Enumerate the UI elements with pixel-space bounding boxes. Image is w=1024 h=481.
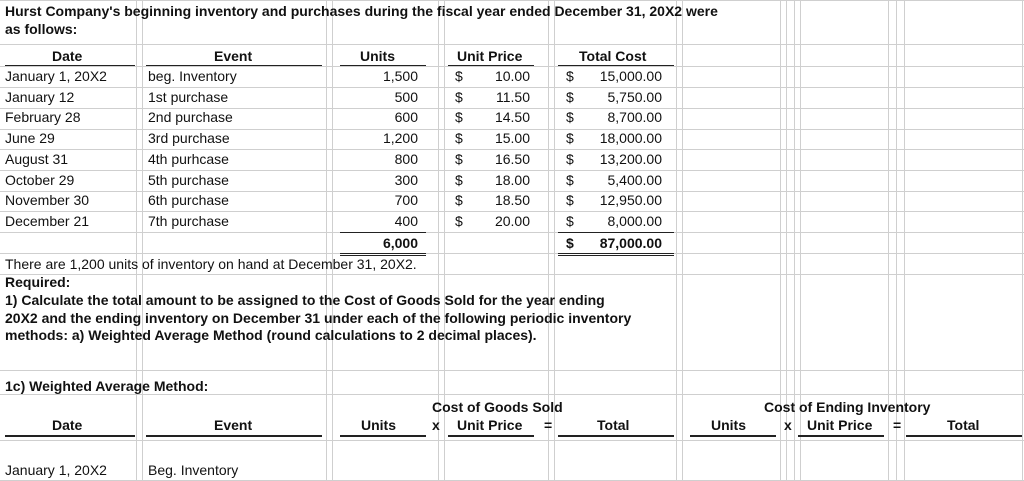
section-title: 1c) Weighted Average Method:	[5, 378, 209, 394]
grid-row-line	[0, 170, 1024, 171]
row-date: February 28	[5, 109, 81, 125]
header-units: Units	[360, 48, 395, 64]
row-price-dollar: $	[455, 109, 463, 125]
row-event: 2nd purchase	[148, 109, 233, 125]
units-double-rule-1	[340, 253, 426, 254]
row-total-dollar: $	[566, 192, 574, 208]
row-total-dollar: $	[566, 68, 574, 84]
grid-col-line	[676, 0, 677, 481]
row-price-dollar: $	[455, 89, 463, 105]
title-line-1: Hurst Company's beginning inventory and purchases during the fiscal year ended December 31, 20X2 were	[5, 3, 718, 19]
cost-double-rule-1	[558, 253, 674, 254]
row-units: 300	[394, 172, 418, 188]
required-line-2: 20X2 and the ending inventory on December 31 under each of the following periodic inventory	[5, 310, 632, 326]
row-unit-price: 14.50	[494, 109, 530, 125]
units-total-rule	[340, 232, 426, 233]
row-event: beg. Inventory	[148, 68, 237, 84]
row-total-dollar: $	[566, 89, 574, 105]
header-date: Date	[52, 48, 83, 64]
rule-event	[146, 435, 322, 437]
grid-col-line	[136, 0, 137, 481]
row-date: November 30	[5, 192, 90, 208]
rule-end-total	[906, 435, 1022, 437]
row-unit-price: 18.50	[494, 192, 530, 208]
row-price-dollar: $	[455, 213, 463, 229]
row-price-dollar: $	[455, 151, 463, 167]
row-price-dollar: $	[455, 130, 463, 146]
row-unit-price: 11.50	[496, 89, 530, 105]
ending-header-eq: =	[893, 417, 902, 433]
row-event: 7th purchase	[148, 213, 229, 229]
cogs-header-x: x	[432, 417, 440, 433]
row-units: 600	[394, 109, 418, 125]
row-total-cost: 8,700.00	[607, 109, 662, 125]
row-unit-price: 20.00	[494, 213, 530, 229]
grid-col-line	[1022, 0, 1023, 481]
grid-col-line	[142, 0, 143, 481]
grid-row-line	[0, 66, 1024, 67]
underline-units	[340, 65, 426, 66]
rule-cogs-units	[340, 435, 426, 437]
grid-col-line	[682, 0, 683, 481]
row-unit-price: 16.50	[494, 151, 530, 167]
row-total-dollar: $	[566, 130, 574, 146]
row-date: October 29	[5, 172, 75, 188]
row-total-dollar: $	[566, 172, 574, 188]
row-date: August 31	[5, 151, 69, 167]
row-total-cost: 13,200.00	[599, 151, 662, 167]
row-units: 1,200	[382, 130, 418, 146]
rule-cogs-price	[448, 435, 534, 437]
header-event: Event	[214, 48, 253, 64]
grid-row-line	[0, 0, 1024, 1]
grid-row-line	[0, 232, 1024, 233]
row-date: January 1, 20X2	[5, 68, 107, 84]
row-unit-price: 10.00	[494, 68, 530, 84]
cost-total: 87,000.00	[599, 235, 662, 251]
grid-col-line	[326, 0, 327, 481]
grid-row-line	[0, 274, 1024, 275]
row-event: 5th purchase	[148, 172, 229, 188]
cost-double-rule-2	[558, 255, 674, 256]
inventory-note: There are 1,200 units of inventory on hand at December 31, 20X2.	[5, 256, 417, 272]
row-total-cost: 8,000.00	[607, 213, 662, 229]
required-label: Required:	[5, 274, 71, 290]
cogs-header-units: Units	[361, 417, 396, 433]
row-event: 1st purchase	[148, 89, 229, 105]
row-date: June 29	[5, 130, 55, 146]
row-event: 4th purhcase	[148, 151, 229, 167]
ending-header-units: Units	[711, 417, 746, 433]
row-total-cost: 12,950.00	[599, 192, 662, 208]
grid-row-line	[0, 87, 1024, 88]
grid-row-line	[0, 44, 1024, 45]
required-line-3: methods: a) Weighted Average Method (round calculations to 2 decimal places).	[5, 327, 537, 343]
row-total-dollar: $	[566, 213, 574, 229]
ending-inventory-title: Cost of Ending Inventory	[764, 399, 931, 415]
row-unit-price: 18.00	[494, 172, 530, 188]
row-units: 400	[394, 213, 418, 229]
underline-total-cost	[558, 65, 674, 66]
underline-event	[146, 65, 322, 66]
ending-header-unit-price: Unit Price	[807, 417, 873, 433]
cogs-header-total: Total	[597, 417, 630, 433]
row-unit-price: 15.00	[494, 130, 530, 146]
sub-header-event: Event	[214, 417, 253, 433]
row-total-cost: 5,750.00	[607, 89, 662, 105]
row-total-cost: 5,400.00	[607, 172, 662, 188]
row-event: 6th purchase	[148, 192, 229, 208]
row-event: 3rd purchase	[148, 130, 230, 146]
ending-header-total: Total	[947, 417, 980, 433]
grid-row-line	[0, 370, 1024, 371]
row-total-dollar: $	[566, 151, 574, 167]
title-line-2: as follows:	[5, 21, 78, 37]
row-price-dollar: $	[455, 192, 463, 208]
row-price-dollar: $	[455, 68, 463, 84]
rule-date	[5, 435, 135, 437]
row-units: 1,500	[382, 68, 418, 84]
row-date: December 21	[5, 213, 90, 229]
row-units: 800	[394, 151, 418, 167]
row-date: January 12	[5, 89, 75, 105]
rule-end-units	[690, 435, 776, 437]
header-total-cost: Total Cost	[579, 48, 647, 64]
row-units: 500	[394, 89, 418, 105]
header-unit-price: Unit Price	[457, 48, 523, 64]
sub-header-date: Date	[52, 417, 83, 433]
last-row-event: Beg. Inventory	[148, 462, 239, 478]
cogs-title: Cost of Goods Sold	[432, 399, 563, 415]
cogs-header-eq: =	[544, 417, 553, 433]
required-line-1: 1) Calculate the total amount to be assigned to the Cost of Goods Sold for the year ending	[5, 292, 605, 308]
grid-row-line	[0, 253, 1024, 254]
ending-header-x: x	[784, 417, 792, 433]
rule-end-price	[798, 435, 884, 437]
row-units: 700	[394, 192, 418, 208]
grid-row-line	[0, 211, 1024, 212]
underline-date	[5, 65, 135, 66]
cogs-header-unit-price: Unit Price	[457, 417, 523, 433]
total-dollar-sign: $	[566, 235, 574, 251]
underline-unit-price	[448, 65, 534, 66]
row-price-dollar: $	[455, 172, 463, 188]
last-row-date: January 1, 20X2	[5, 462, 107, 478]
row-total-cost: 18,000.00	[599, 130, 662, 146]
grid-row-line	[0, 440, 1024, 441]
row-total-dollar: $	[566, 109, 574, 125]
grid-row-line	[0, 149, 1024, 150]
cost-total-rule	[558, 232, 674, 233]
row-total-cost: 15,000.00	[599, 68, 662, 84]
units-total: 6,000	[382, 235, 418, 251]
rule-cogs-total	[558, 435, 674, 437]
